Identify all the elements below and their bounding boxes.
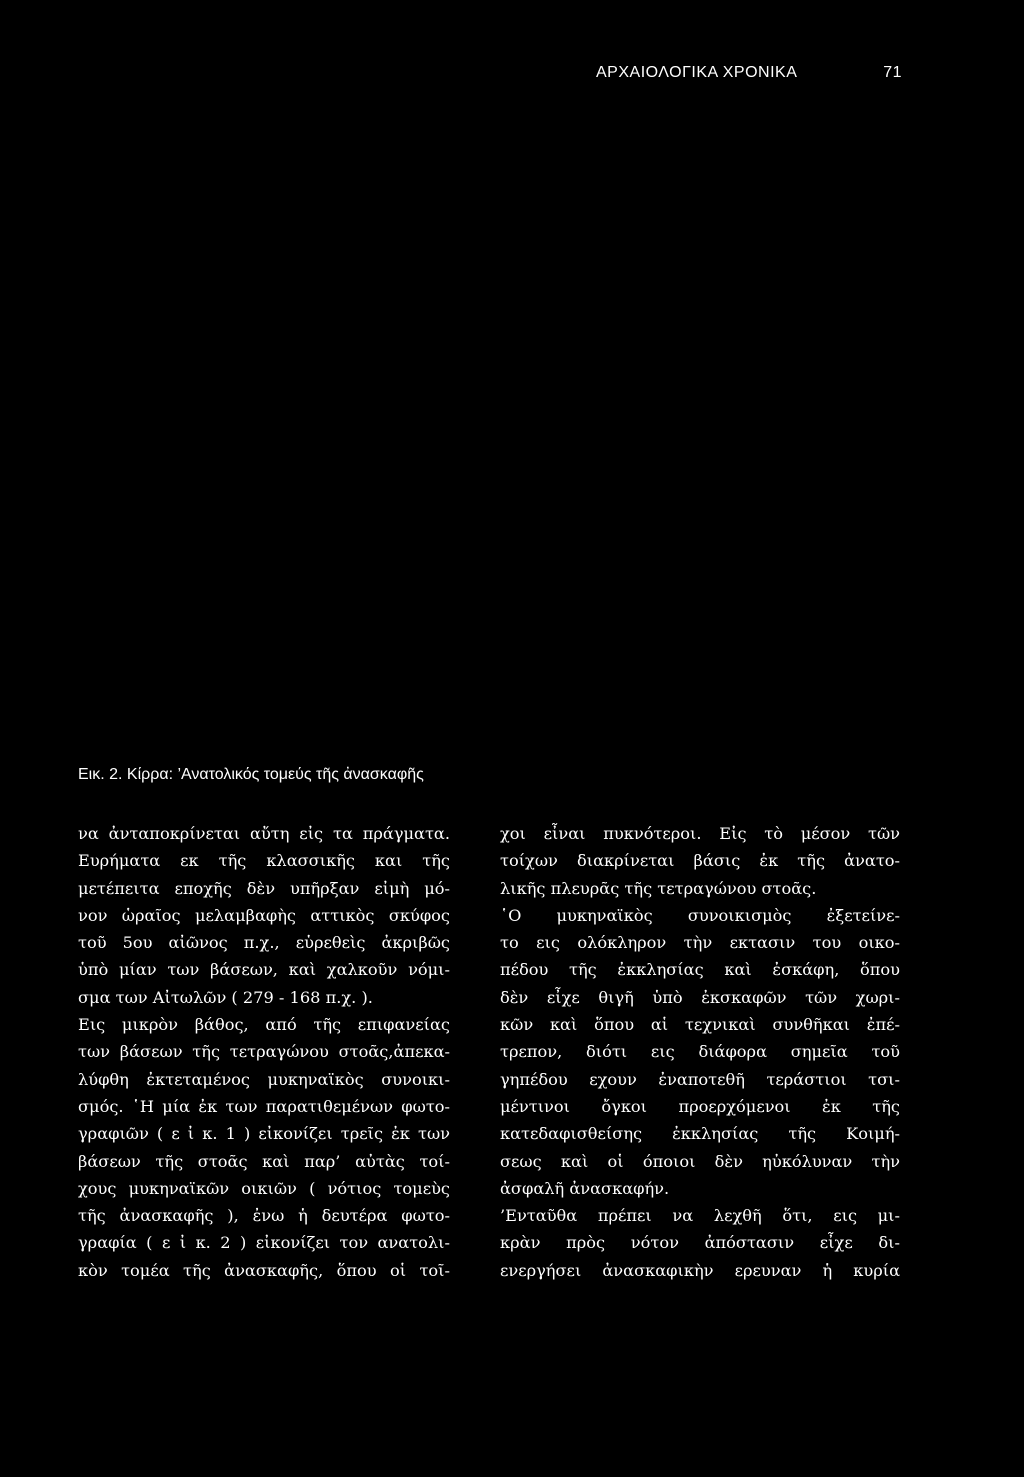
text-line: ἀσφαλῆ ἀνασκαφήν. [500,1178,670,1198]
left-text-column [78,820,450,1284]
text-line: ενεργήσει ἀνασκαφικὴν ερευναν ἡ κυρία [500,1260,900,1280]
journal-title: ΑΡΧΑΙΟΛΟΓΙΚΑ ΧΡΟΝΙΚΑ [596,64,798,81]
text-line: Ευρήματα εκ τῆς κλασσικῆς και τῆς [78,851,450,871]
text-line: ὑπὸ μίαν των βάσεων, καὶ χαλκοῦν νόμι- [78,960,450,980]
text-line: ῾Ο μυκηναϊκὸς συνοικισμὸς ἐξετείνε- [500,905,900,925]
text-line: μετέπειτα εποχῆς δὲν υπῆρξαν εἰμὴ μό- [78,878,450,898]
text-line: να ἀνταποκρίνεται αὔτη εἰς τα πράγματα. [78,824,450,843]
text-line: γηπέδου εχουν ἐναποτεθῆ τεράστιοι τσι- [500,1069,900,1089]
figure-caption: Εικ. 2. Κίρρα: ’Ανατολικός τομεύς τῆς ἀνασκαφῆς [78,766,424,783]
text-line: το εις ολόκληρον τὴν εκτασιν του οικο- [500,933,900,953]
text-line: ’Ενταῦθα πρέπει να λεχθῆ ὅτι, εις μι- [500,1206,900,1226]
text-line: τῆς ἀνασκαφῆς ), ἐνω ἡ δευτέρα φωτο- [78,1206,450,1226]
text-line: τοῦ 5ου αἰῶνος π.χ., εὑρεθεὶς ἀκριβῶς [78,933,450,953]
text-line: σμα των Αἰτωλῶν ( 279 - 168 π.χ. ). [78,987,373,1007]
text-line: γραφιῶν ( ε ἰ κ. 1 ) εἰκονίζει τρεῖς ἐκ των [78,1124,450,1144]
text-line: χοι εἶναι πυκνότεροι. Εἰς τὸ μέσον τῶν [500,824,900,843]
text-line: γραφία ( ε ἰ κ. 2 ) εἰκονίζει τον ανατολι- [78,1233,450,1253]
text-line: σεως καὶ οἱ όποιοι δὲν ηὐκόλυναν τὴν [500,1151,900,1171]
text-line: των βάσεων τῆς τετραγώνου στοᾶς,ἀπεκα- [78,1042,450,1062]
text-line: χους μυκηναϊκῶν οικιῶν ( νότιος τομεὺς [78,1178,450,1198]
text-line: κρὰν πρὸς νότον ἀπόστασιν εἶχε δι- [500,1233,900,1253]
text-line: νον ὡραῖος μελαμβαφὴς αττικὸς σκύφος [78,905,450,925]
figure-photograph [60,105,910,745]
text-line: δὲν εἶχε θιγῆ ὑπὸ ἐκσκαφῶν τῶν χωρι- [500,987,900,1007]
text-line: κὸν τομέα τῆς ἀνασκαφῆς, ὅπου οἱ τοῖ- [78,1260,450,1280]
text-line: κῶν καὶ ὅπου αἱ τεχνικαὶ συνθῆκαι ἐπέ- [500,1015,900,1035]
text-line: μέντινοι ὄγκοι προερχόμενοι ἐκ τῆς [500,1096,900,1116]
text-line: τρεπον, διότι εις διάφορα σημεῖα τοῦ [500,1042,900,1062]
page-number: 71 [883,64,902,81]
text-line: κατεδαφισθείσης ἐκκλησίας τῆς Κοιμή- [500,1124,900,1144]
text-line: βάσεων τῆς στοᾶς καὶ παρ’ αὐτὰς τοί- [78,1151,450,1171]
right-text-column [500,820,900,1284]
text-line: λύφθη ἐκτεταμένος μυκηναϊκὸς συνοικι- [78,1069,450,1089]
text-line: πέδου τῆς ἐκκλησίας καὶ ἐσκάφη, ὅπου [500,960,900,980]
text-line: Εις μικρὸν βάθος, από τῆς επιφανείας [78,1015,450,1035]
text-line: τοίχων διακρίνεται βάσις ἐκ τῆς ἀνατο- [500,851,900,871]
text-line: λικῆς πλευρᾶς τῆς τετραγώνου στοᾶς. [500,878,817,898]
text-line: σμός. ῾Η μία ἐκ των παρατιθεμένων φωτο- [78,1096,450,1116]
